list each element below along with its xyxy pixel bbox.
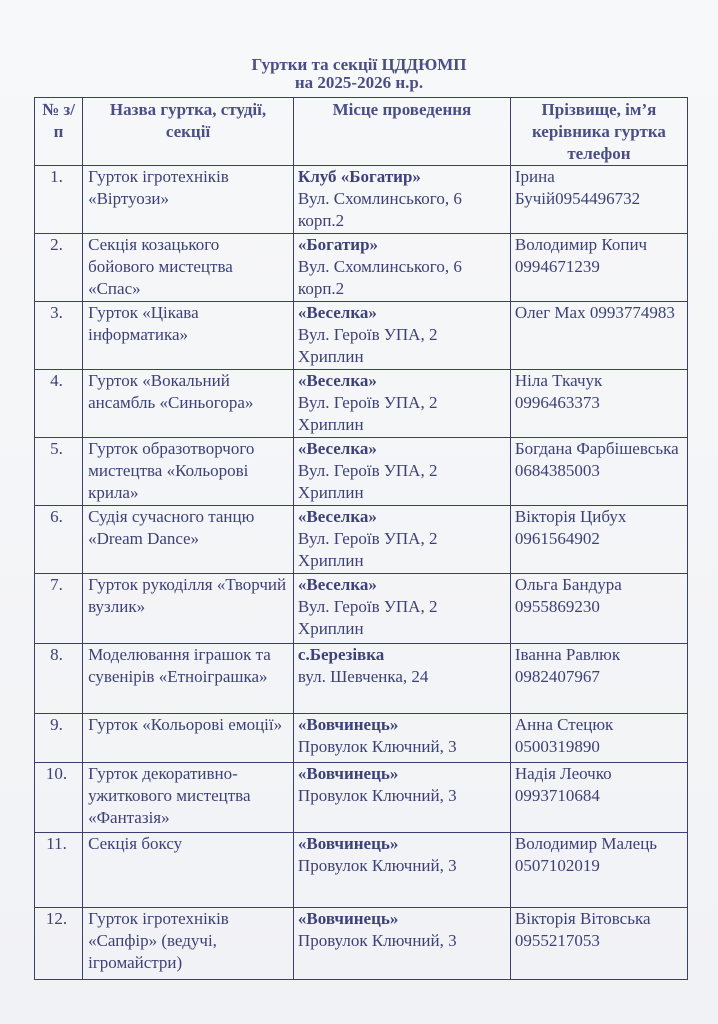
- place-address: Вул. Героїв УПА, 2 Хриплин: [297, 597, 438, 638]
- place-address: Вул. Героїв УПА, 2 Хриплин: [297, 393, 438, 434]
- place-cell: [293, 644, 510, 714]
- place-title: «Вовчинець»: [297, 715, 399, 734]
- table-row: [35, 302, 688, 370]
- place-address: Вул. Героїв УПА, 2 Хриплин: [297, 325, 438, 366]
- club-name: Гурток «Цікава інформатика»: [83, 302, 294, 370]
- place-title: «Вовчинець»: [297, 764, 399, 783]
- leader-contact: Іванна Равлюк 0982407967: [510, 644, 687, 714]
- table-row: [35, 370, 688, 438]
- place-cell: [293, 908, 510, 980]
- place-title: «Вовчинець»: [297, 909, 399, 928]
- leader-contact: Надія Леочко 0993710684: [510, 763, 687, 833]
- place-title: «Веселка»: [297, 371, 377, 390]
- leader-contact: Богдана Фарбішевська 0684385003: [510, 438, 687, 506]
- place-cell: [293, 574, 510, 644]
- club-name: Гурток «Вокальний ансамбль «Синьогора»: [83, 370, 294, 438]
- place-title: «Богатир»: [297, 235, 379, 254]
- place-title: «Вовчинець»: [297, 834, 399, 853]
- row-number: 5.: [35, 438, 83, 506]
- row-number: 2.: [35, 234, 83, 302]
- table-row: [35, 506, 688, 574]
- club-name: Секція козацького бойового мистецтва «Спас»: [83, 234, 294, 302]
- row-number: 11.: [35, 833, 83, 908]
- leader-contact: Вікторія Цибух 0961564902: [510, 506, 687, 574]
- club-name: Гурток образотворчого мистецтва «Кольорові крила»: [83, 438, 294, 506]
- place-cell: [293, 833, 510, 908]
- leader-contact: Олег Мах 0993774983: [510, 302, 687, 370]
- row-number: 9.: [35, 714, 83, 763]
- row-number: 4.: [35, 370, 83, 438]
- place-cell: [293, 714, 510, 763]
- header-name: Назва гуртка, студії, секції: [83, 98, 294, 166]
- leader-contact: Ольга Бандура 0955869230: [510, 574, 687, 644]
- club-name: Гурток ігротехніків «Віртуози»: [83, 166, 294, 234]
- place-cell: [293, 438, 510, 506]
- row-number: 12.: [35, 908, 83, 980]
- row-number: 10.: [35, 763, 83, 833]
- table-row: [35, 714, 688, 763]
- club-name: Гурток декоративно-ужиткового мистецтва «Фантазія»: [83, 763, 294, 833]
- table-row: [35, 166, 688, 234]
- clubs-table: [34, 97, 688, 980]
- place-title: «Веселка»: [297, 507, 377, 526]
- club-name: Гурток ігротехніків «Сапфір» (ведучі, ігромайстри): [83, 908, 294, 980]
- place-address: Провулок Ключний, 3: [297, 931, 457, 950]
- club-name: Моделювання іграшок та сувенірів «Етноіграшка»: [83, 644, 294, 714]
- place-address: Провулок Ключний, 3: [297, 856, 457, 875]
- leader-contact: Володимир Копич 0994671239: [510, 234, 687, 302]
- header-leader: Прізвище, ім’я керівника гуртка телефон: [510, 98, 687, 166]
- place-cell: [293, 234, 510, 302]
- place-address: Вул. Героїв УПА, 2 Хриплин: [297, 461, 438, 502]
- leader-contact: Анна Стецюк 0500319890: [510, 714, 687, 763]
- table-row: [35, 763, 688, 833]
- table-row: [35, 234, 688, 302]
- club-name: Судія сучасного танцю «Dream Dance»: [83, 506, 294, 574]
- club-name: Гурток рукоділля «Творчий вузлик»: [83, 574, 294, 644]
- leader-contact: Ірина Бучій0954496732: [510, 166, 687, 234]
- place-title: «Веселка»: [297, 303, 377, 322]
- header-num: № з/п: [35, 98, 83, 166]
- header-place: Місце проведення: [293, 98, 510, 166]
- row-number: 7.: [35, 574, 83, 644]
- table-row: [35, 574, 688, 644]
- place-address: Провулок Ключний, 3: [297, 786, 457, 805]
- place-cell: [293, 302, 510, 370]
- place-address: Вул. Схомлинського, 6 корп.2: [297, 189, 462, 230]
- place-cell: [293, 763, 510, 833]
- table-header-row: [35, 98, 688, 166]
- table-body: [35, 166, 688, 980]
- table-row: [35, 644, 688, 714]
- place-address: Вул. Схомлинського, 6 корп.2: [297, 257, 462, 298]
- place-address: Провулок Ключний, 3: [297, 737, 457, 756]
- row-number: 6.: [35, 506, 83, 574]
- row-number: 1.: [35, 166, 83, 234]
- place-address: вул. Шевченка, 24: [297, 667, 429, 686]
- document-title: [0, 56, 718, 92]
- row-number: 8.: [35, 644, 83, 714]
- table-row: [35, 833, 688, 908]
- row-number: 3.: [35, 302, 83, 370]
- place-cell: [293, 370, 510, 438]
- place-title: с.Березівка: [297, 645, 385, 664]
- place-title: Клуб «Богатир»: [297, 167, 421, 186]
- title-line-2: на 2025-2026 н.р.: [294, 73, 424, 92]
- place-cell: [293, 506, 510, 574]
- table-row: [35, 438, 688, 506]
- club-name: Гурток «Кольорові емоції»: [83, 714, 294, 763]
- title-line-1: Гуртки та секції ЦДДЮМП: [251, 55, 467, 74]
- place-address: Вул. Героїв УПА, 2 Хриплин: [297, 529, 438, 570]
- place-title: «Веселка»: [297, 575, 377, 594]
- leader-contact: Ніла Ткачук 0996463373: [510, 370, 687, 438]
- club-name: Секція боксу: [83, 833, 294, 908]
- place-cell: [293, 166, 510, 234]
- place-title: «Веселка»: [297, 439, 377, 458]
- table-row: [35, 908, 688, 980]
- leader-contact: Вікторія Вітовська 0955217053: [510, 908, 687, 980]
- leader-contact: Володимир Малець 0507102019: [510, 833, 687, 908]
